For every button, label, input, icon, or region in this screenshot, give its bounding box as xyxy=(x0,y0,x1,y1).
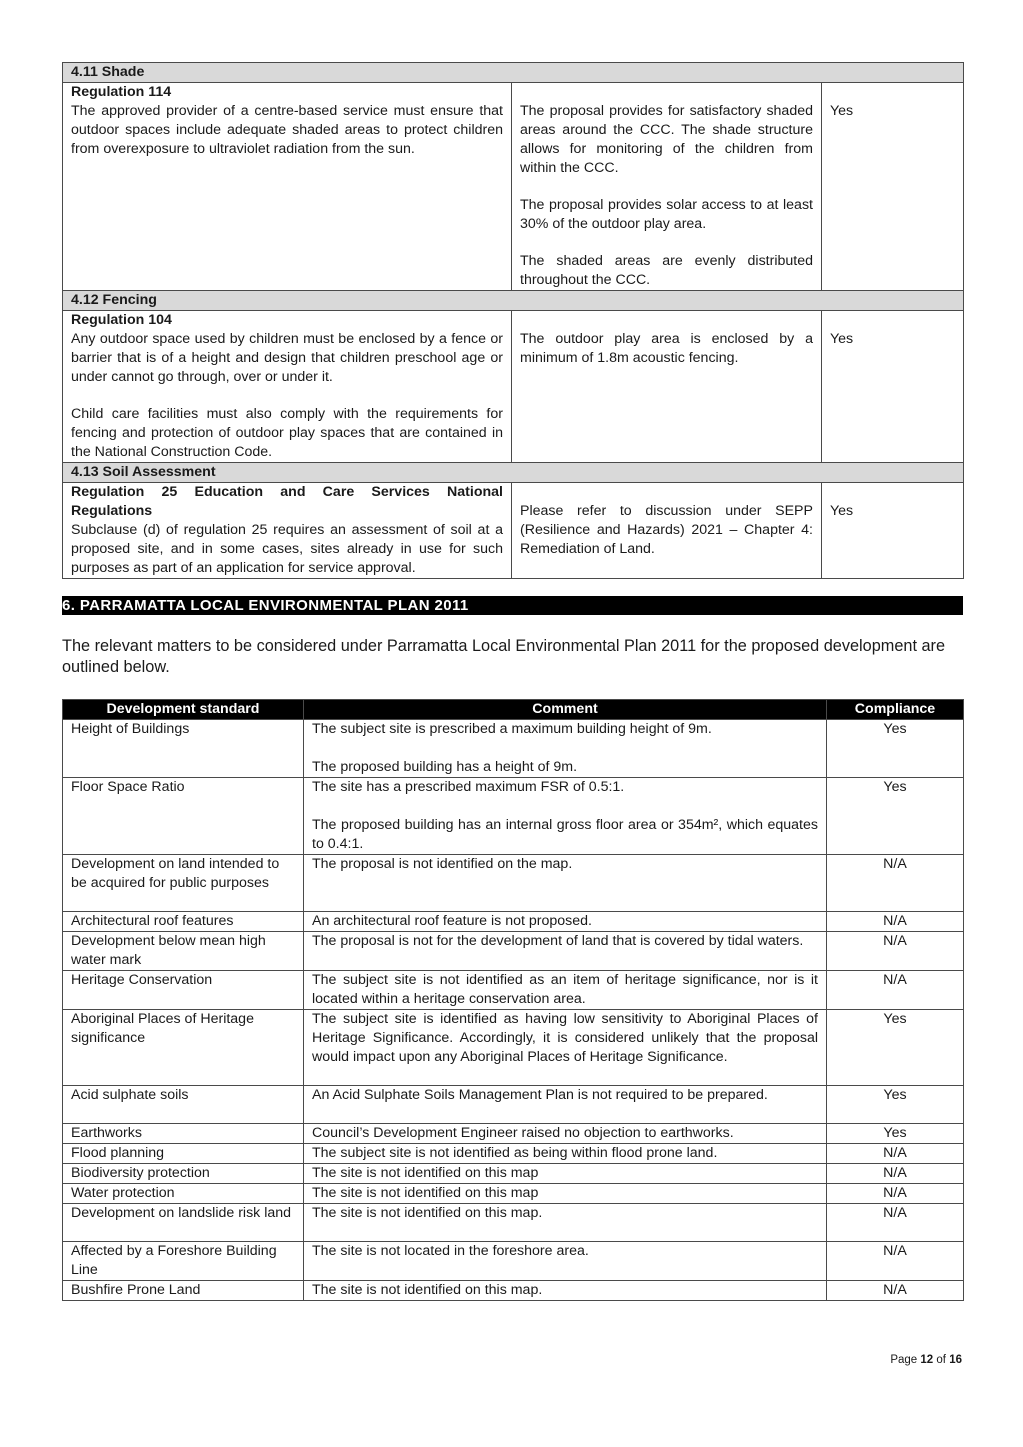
comment-cell xyxy=(304,1184,827,1204)
table-row xyxy=(63,971,964,1010)
comment-text: The site has a prescribed maximum FSR of 0.5:1. xyxy=(312,779,625,795)
standard-cell: Flood planning xyxy=(63,1144,304,1164)
comment-text: The proposal is not for the development of land that is covered by tidal waters. xyxy=(312,933,804,949)
compliance-cell: N/A xyxy=(827,855,964,912)
standard-cell: Bushfire Prone Land xyxy=(63,1281,304,1301)
standard-cell: Development on land intended to be acquired for public purposes xyxy=(63,855,304,912)
comment-cell xyxy=(304,778,827,855)
comment-cell xyxy=(304,1204,827,1242)
requirement-text: Any outdoor space used by children must be enclosed by a fence or barrier that is of a height and design that children preschool age or under cannot go through, over or under it. xyxy=(71,331,503,385)
table-row xyxy=(63,1010,964,1086)
page-footer xyxy=(860,1353,962,1367)
compliance-cell: Yes xyxy=(827,1124,964,1144)
comment-text: The site is not identified on this map xyxy=(312,1185,539,1201)
comment-cell xyxy=(304,1010,827,1086)
comment-text: The site is not identified on this map. xyxy=(312,1205,543,1221)
response-text: The outdoor play area is enclosed by a minimum of 1.8m acoustic fencing. xyxy=(520,331,813,366)
comment-cell xyxy=(304,855,827,912)
comment-cell xyxy=(304,1144,827,1164)
comment-cell xyxy=(304,971,827,1010)
page-number: 12 xyxy=(920,1354,934,1366)
comment-text: The proposal is not identified on the map. xyxy=(312,856,573,872)
compliance-cell: Yes xyxy=(827,1086,964,1124)
lep-table-body xyxy=(63,720,964,1301)
column-header: Comment xyxy=(304,700,827,720)
compliance-cell: Yes xyxy=(827,778,964,855)
standard-cell: Aboriginal Places of Heritage significance xyxy=(63,1010,304,1086)
table-row xyxy=(63,1184,964,1204)
regulation-title: Regulation 25 Education and Care Services National Regulations xyxy=(71,484,503,519)
comment-text: The site is not located in the foreshore area. xyxy=(312,1243,589,1259)
childcare-requirements-table xyxy=(62,62,964,579)
standard-cell: Earthworks xyxy=(63,1124,304,1144)
response-text: The proposal provides for satisfactory shaded areas around the CCC. The shade structure allows for monitoring of the children from within the CCC. xyxy=(520,103,813,176)
comment-cell xyxy=(304,1242,827,1281)
column-header: Development standard xyxy=(63,700,304,720)
lep-heading: 6. PARRAMATTA LOCAL ENVIRONMENTAL PLAN 2011 xyxy=(62,597,469,614)
table-row xyxy=(63,932,964,971)
table-row xyxy=(63,720,964,778)
comment-cell xyxy=(304,1124,827,1144)
table-row xyxy=(63,1204,964,1242)
comment-cell xyxy=(304,912,827,932)
requirement-row xyxy=(63,311,964,463)
table-row xyxy=(63,1086,964,1124)
standard-cell: Architectural roof features xyxy=(63,912,304,932)
comment-cell xyxy=(304,720,827,778)
comment-text: The subject site is not identified as being within flood prone land. xyxy=(312,1145,718,1161)
table-row xyxy=(63,1124,964,1144)
compliance-cell: Yes xyxy=(827,1010,964,1086)
compliance-cell: N/A xyxy=(827,971,964,1010)
standard-cell: Development below mean high water mark xyxy=(63,932,304,971)
requirement-cell xyxy=(63,83,512,291)
table-row xyxy=(63,1144,964,1164)
standard-cell: Acid sulphate soils xyxy=(63,1086,304,1124)
regulation-title: Regulation 104 xyxy=(71,312,172,328)
standard-cell: Heritage Conservation xyxy=(63,971,304,1010)
comment-text: The site is not identified on this map. xyxy=(312,1282,543,1298)
compliance-cell: N/A xyxy=(827,932,964,971)
table-row xyxy=(63,1281,964,1301)
requirement-cell xyxy=(63,483,512,579)
response-text: The proposal provides solar access to at least 30% of the outdoor play area. xyxy=(520,197,813,232)
standard-cell: Affected by a Foreshore Building Line xyxy=(63,1242,304,1281)
section-heading-row xyxy=(63,291,964,311)
requirement-text: The approved provider of a centre-based service must ensure that outdoor spaces include adequate shaded areas to protect children from overexposure to ultraviolet radiation from the sun. xyxy=(71,103,503,157)
requirement-cell xyxy=(63,311,512,463)
comment-text: The subject site is identified as having low sensitivity to Aboriginal Places of Heritage Significance. Accordingly, it is considered unlikely that the proposal would impact upon any Aboriginal Places of Heritage Significance. xyxy=(312,1011,818,1065)
lep-intro-paragraph: The relevant matters to be considered under Parramatta Local Environmental Plan 2011 for the proposed development are outlined below. xyxy=(62,637,946,676)
comment-text: The site is not identified on this map xyxy=(312,1165,539,1181)
requirement-row xyxy=(63,483,964,579)
comment-text: The proposed building has a height of 9m. xyxy=(312,759,578,775)
column-header: Compliance xyxy=(827,700,964,720)
table-row xyxy=(63,778,964,855)
response-cell xyxy=(512,311,822,463)
standard-cell: Height of Buildings xyxy=(63,720,304,778)
table-row xyxy=(63,912,964,932)
compliance-cell: Yes xyxy=(827,720,964,778)
table-row xyxy=(63,1164,964,1184)
standard-cell: Biodiversity protection xyxy=(63,1164,304,1184)
response-text: Please refer to discussion under SEPP (Resilience and Hazards) 2021 – Chapter 4: Remediation of Land. xyxy=(520,503,813,557)
response-cell xyxy=(512,483,822,579)
compliance-cell: N/A xyxy=(827,1164,964,1184)
compliance-cell: N/A xyxy=(827,1144,964,1164)
standard-cell: Water protection xyxy=(63,1184,304,1204)
section-heading: 4.13 Soil Assessment xyxy=(63,463,964,483)
requirement-row xyxy=(63,83,964,291)
comment-cell xyxy=(304,932,827,971)
section-heading: 4.11 Shade xyxy=(63,63,964,83)
compliance-cell: N/A xyxy=(827,1184,964,1204)
compliance-cell: N/A xyxy=(827,912,964,932)
comment-text: The subject site is not identified as an item of heritage significance, nor is it located within a heritage conservation area. xyxy=(312,972,818,1007)
compliance-value: Yes xyxy=(830,503,854,519)
requirement-text: Subclause (d) of regulation 25 requires an assessment of soil at a proposed site, and in some cases, sites already in use for such purposes as part of an application for service approval. xyxy=(71,522,503,576)
table-row xyxy=(63,855,964,912)
compliance-value: Yes xyxy=(830,103,854,119)
section-heading-row xyxy=(63,63,964,83)
comment-text: Council’s Development Engineer raised no objection to earthworks. xyxy=(312,1125,734,1141)
section-heading: 4.12 Fencing xyxy=(63,291,964,311)
lep-standards-table xyxy=(62,699,964,1301)
compliance-cell xyxy=(822,483,964,579)
section-heading-bar xyxy=(62,596,963,615)
compliance-cell: N/A xyxy=(827,1204,964,1242)
requirement-text: Child care facilities must also comply with the requirements for fencing and protection of outdoor play spaces that are contained in the National Construction Code. xyxy=(71,406,503,460)
comment-text: The proposed building has an internal gross floor area or 354m², which equates to 0.4:1. xyxy=(312,817,818,852)
comment-text: An Acid Sulphate Soils Management Plan is not required to be prepared. xyxy=(312,1087,768,1103)
comment-cell xyxy=(304,1164,827,1184)
comment-text: An architectural roof feature is not proposed. xyxy=(312,913,592,929)
response-text: The shaded areas are evenly distributed throughout the CCC. xyxy=(520,253,813,288)
section-heading-row xyxy=(63,463,964,483)
page-total: 16 xyxy=(949,1354,962,1366)
response-cell xyxy=(512,83,822,291)
standard-cell: Floor Space Ratio xyxy=(63,778,304,855)
compliance-value: Yes xyxy=(830,331,854,347)
compliance-cell xyxy=(822,83,964,291)
comment-cell xyxy=(304,1086,827,1124)
regulation-title: Regulation 114 xyxy=(71,84,172,100)
standard-cell: Development on landslide risk land xyxy=(63,1204,304,1242)
table-row xyxy=(63,1242,964,1281)
page-of-label: of xyxy=(936,1354,946,1366)
compliance-cell: N/A xyxy=(827,1281,964,1301)
compliance-cell: N/A xyxy=(827,1242,964,1281)
table-header-row xyxy=(63,700,964,720)
compliance-cell xyxy=(822,311,964,463)
comment-text: The subject site is prescribed a maximum building height of 9m. xyxy=(312,721,712,737)
page-label: Page xyxy=(890,1354,918,1366)
comment-cell xyxy=(304,1281,827,1301)
